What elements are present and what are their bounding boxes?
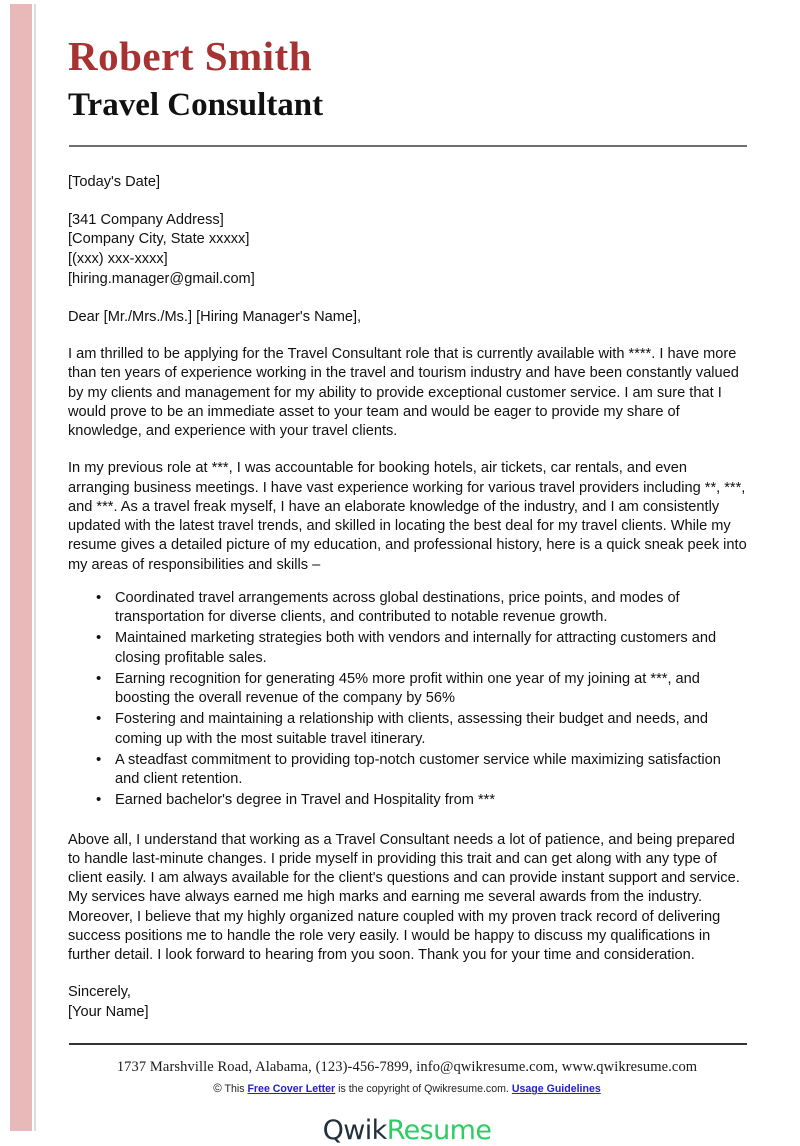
decorative-side-bar (8, 4, 36, 1131)
footer-contact-line: 1737 Marshville Road, Alabama, (123)-456-7899, info@qwikresume.com, www.qwikresume.com (116, 1059, 698, 1076)
copyright-middle-text: is the copyright of Qwikresume.com. (338, 1083, 509, 1096)
accent-bar (10, 4, 32, 1131)
list-item: • A steadfast commitment to providing top-notch customer service while maximizing satisfaction and client retention. (68, 751, 748, 792)
letter-closing-paragraph: Above all, I understand that working as a Travel Consultant needs a lot of patience, and being prepared to handle last-minute changes. I pride myself in providing this trait and can get along with any type of client easily. I am always available for the client's questions and can provide instant support and service. My services have always earned me high marks and earning me several awards from the industry. Moreover, I believe that my highly organized nature coupled with my proven track record of delivering success positions me to handle the role very easily. I would be happy to discuss my qualifications in further detail. I look forward to hearing from you soon. Thank you for your time and consideration. (68, 831, 740, 964)
usage-guidelines-link[interactable]: Usage Guidelines (511, 1083, 601, 1096)
letter-date: [Today's Date] (68, 174, 161, 191)
copyright-icon: © (213, 1083, 222, 1096)
skills-bullet-list (68, 575, 748, 813)
letter-content (68, 0, 748, 1146)
free-cover-letter-link[interactable]: Free Cover Letter (247, 1083, 336, 1096)
letter-signature-block (68, 965, 748, 1023)
recipient-phone: [(xxx) xxx-xxxx] (68, 251, 168, 268)
letter-paragraph-2: In my previous role at ***, I was accountable for booking hotels, air tickets, car rentals, and even arranging business meetings. I have vast experience working for various travel providers including **, ***, and ***. As a travel freak myself, I have an elaborate knowledge of the industry, and I am consistently updated with the latest travel trends, and skilled in locating the best deal for my travel clients. While my resume gives a detailed picture of my education, and professional history, here is a quick sneak peek into my areas of responsibilities and skills – (68, 460, 747, 573)
letter-body (68, 155, 748, 1023)
footer-copyright-line (68, 1076, 746, 1095)
list-item: • Coordinated travel arrangements across global destinations, price points, and modes of transportation for diverse clients, and contributed to notable revenue growth. (68, 589, 748, 630)
letter-salutation: Dear [Mr./Mrs./Ms.] [Hiring Manager's Name], (68, 308, 362, 325)
footer-divider (69, 1043, 747, 1045)
applicant-job-title: Travel Consultant (68, 87, 324, 124)
recipient-address-block (68, 193, 748, 290)
header-divider (69, 145, 747, 147)
letter-paragraph-1: I am thrilled to be applying for the Travel Consultant role that is currently available with ****. I have more than ten years of experience working in the travel and tourism industry and have been constantly valued by my clients and management for my ability to provide exceptional customer service. I am sure that I would prove to be an immediate asset to your team and would be eager to provide my share of knowledge, and experience with your travel clients. (68, 346, 739, 440)
letter-signature-name: [Your Name] (68, 1004, 149, 1021)
list-item: • Maintained marketing strategies both with vendors and internally for attracting customers and closing profitable sales. (68, 629, 748, 670)
logo-text-qwik: Qwik (322, 1115, 387, 1146)
recipient-email: [hiring.manager@gmail.com] (68, 271, 255, 288)
list-item: • Fostering and maintaining a relationship with clients, assessing their budget and needs, and coming up with the most suitable travel itinerary. (68, 710, 748, 751)
letter-sign-off: Sincerely, (68, 984, 131, 1001)
list-item: • Earned bachelor's degree in Travel and Hospitality from *** (68, 791, 748, 812)
recipient-city-state-zip: [Company City, State xxxxx] (68, 231, 250, 248)
applicant-name: Robert Smith (68, 33, 313, 79)
list-item: • Earning recognition for generating 45% more profit within one year of my joining at ***, and boosting the overall revenue of the company by 56% (68, 670, 748, 711)
copyright-prefix-text: This (224, 1083, 245, 1096)
recipient-address: [341 Company Address] (68, 211, 224, 228)
page-footer (68, 1053, 746, 1146)
logo-text-resume: Resume (386, 1115, 492, 1146)
qwikresume-logo (68, 1095, 746, 1146)
